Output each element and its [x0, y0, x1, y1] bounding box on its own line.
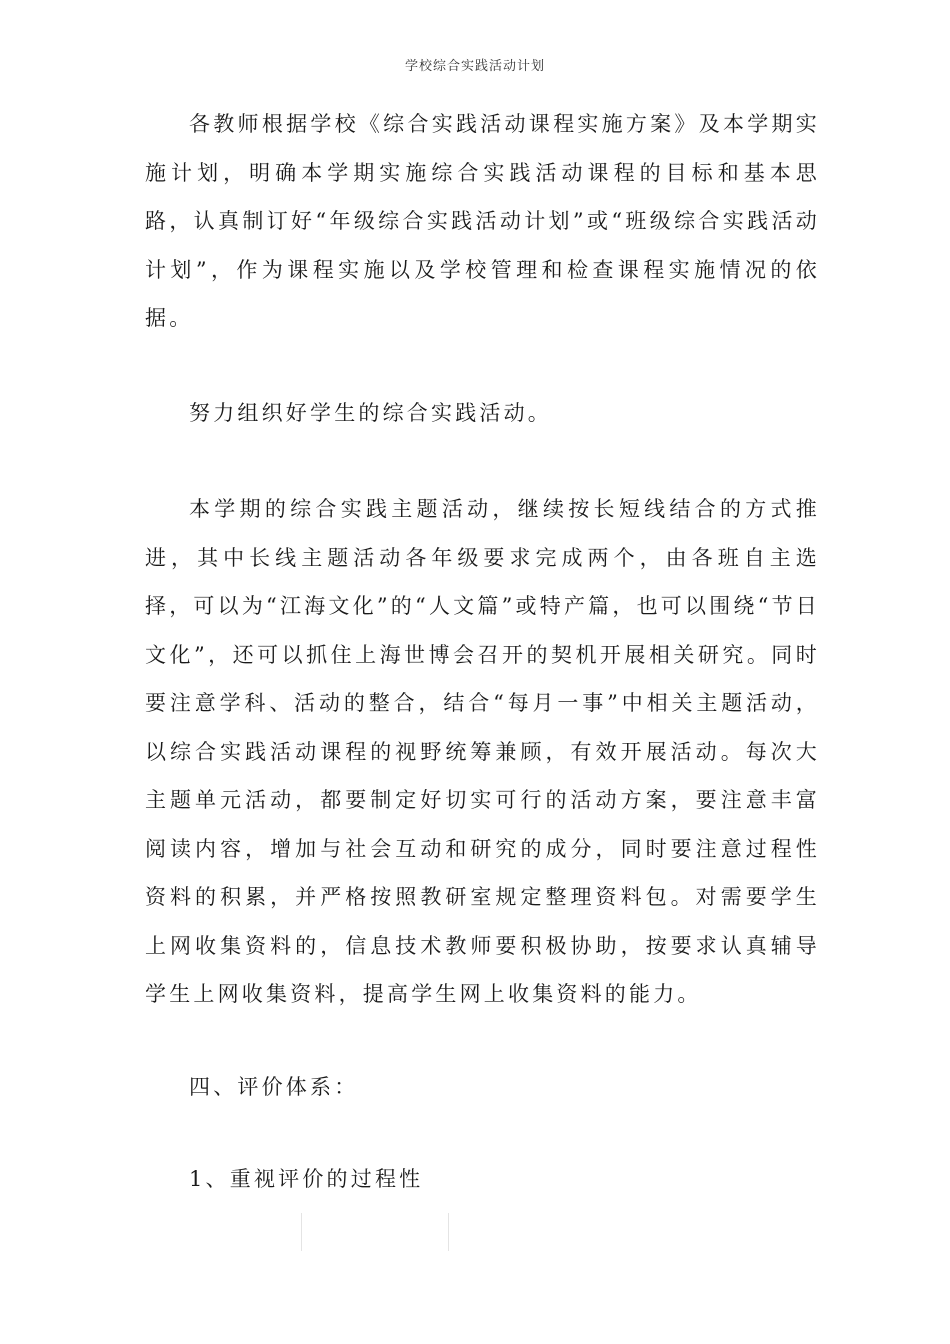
document-body	[145, 100, 820, 1204]
page-footer-box	[301, 1213, 449, 1251]
paragraph-teacher-plan: 各教师根据学校《综合实践活动课程实施方案》及本学期实施计划，明确本学期实施综合实践活动课程的目标和基本思路，认真制订好“年级综合实践活动计划”或“班级综合实践活动计划”，作为课程实施以及学校管理和检查课程实施情况的依据。	[145, 112, 820, 330]
running-header: 学校综合实践活动计划	[404, 59, 545, 74]
paragraph-organize-activities: 努力组织好学生的综合实践活动。	[189, 400, 552, 425]
section-heading-evaluation: 四、评价体系：	[189, 1074, 359, 1099]
paragraph-theme-activities: 本学期的综合实践主题活动，继续按长短线结合的方式推进，其中长线主题活动各年级要求完成两个，由各班自主选择，可以为“江海文化”的“人文篇”或特产篇，也可以围绕“节日文化”，还可以抓住上海世博会召开的契机开展相关研究。同时要注意学科、活动的整合，结合“每月一事”中相关主题活动，以综合实践活动课程的视野统筹兼顾，有效开展活动。每次大主题单元活动，都要制定好切实可行的活动方案，要注意丰富阅读内容，增加与社会互动和研究的成分，同时要注意过程性资料的积累，并严格按照教研室规定整理资料包。对需要学生上网收集资料的，信息技术教师要积极协助，按要求认真辅导学生上网收集资料，提高学生网上收集资料的能力。	[145, 497, 820, 1006]
subheading-process-evaluation: 1、重视评价的过程性	[189, 1167, 424, 1191]
